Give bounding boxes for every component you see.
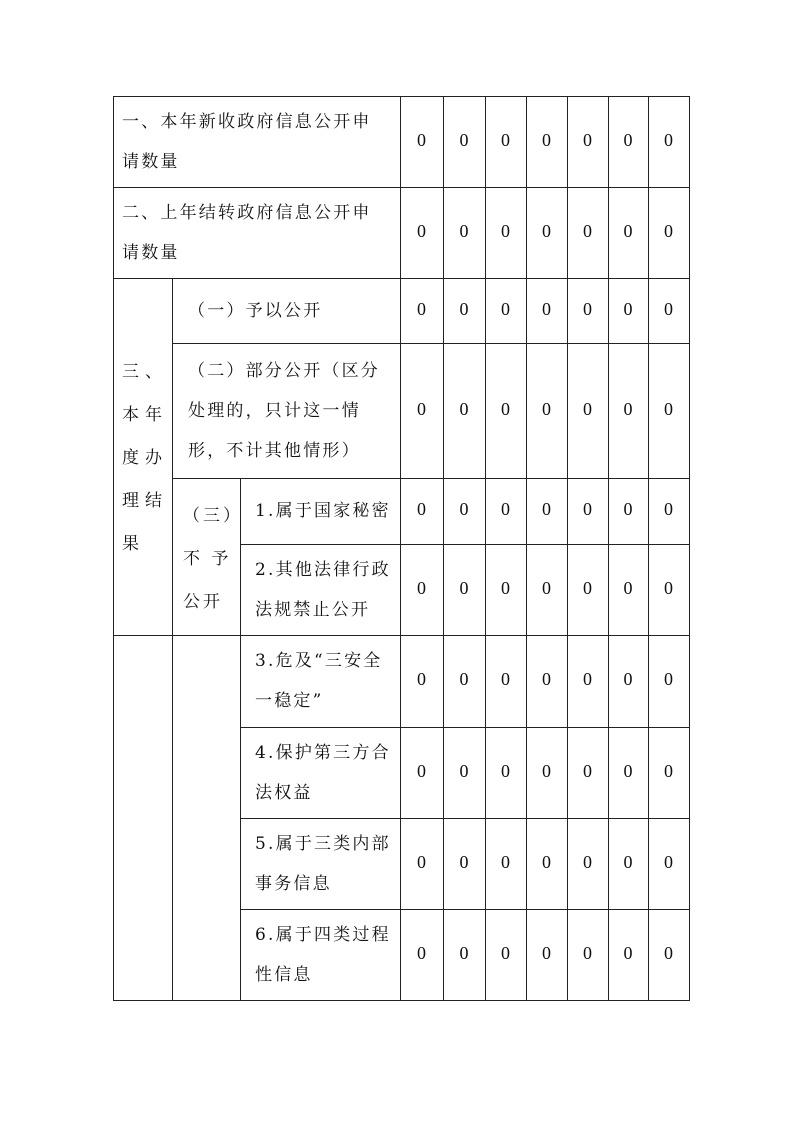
row-label: 法规禁止公开 (255, 599, 371, 620)
table-cell-value: 0 (623, 577, 633, 598)
table-cell-value: 0 (542, 398, 551, 419)
row-label: 二、上年结转政府信息公开申 (122, 202, 372, 223)
rule-row (113, 278, 690, 279)
table-cell-value: 0 (542, 669, 551, 689)
table-cell-value: 0 (664, 851, 673, 872)
subgroup-label-line: 不 予 (183, 549, 232, 569)
row-label: 法权益 (255, 782, 313, 803)
table-cell-value: 0 (417, 499, 426, 519)
row-label: 一稳定” (255, 691, 324, 711)
table-cell-value: 0 (583, 577, 592, 598)
table-cell-value: 0 (459, 220, 469, 241)
table-cell-value: 0 (583, 398, 592, 419)
table-cell-value: 0 (542, 499, 551, 519)
table-cell-value: 0 (542, 760, 551, 781)
row-label: 性信息 (255, 964, 313, 985)
rule-row (172, 478, 690, 479)
row-label: 一、本年新收政府信息公开申 (122, 111, 372, 132)
table-cell-value: 0 (542, 577, 551, 598)
table-cell-value: 0 (417, 942, 426, 963)
row-label: 1.属于国家秘密 (255, 501, 391, 521)
table-cell-value: 0 (417, 298, 426, 319)
rule-right (689, 96, 690, 1001)
table-cell-value: 0 (417, 760, 426, 781)
row-label: 事务信息 (255, 873, 332, 894)
row-label: 5.属于三类内部 (255, 833, 391, 854)
row-label: 形，不计其他情形） (188, 440, 361, 461)
table-cell-value: 0 (501, 129, 510, 150)
table-cell-value: 0 (501, 220, 510, 241)
table-cell-value: 0 (459, 398, 469, 419)
table-cell-value: 0 (664, 577, 673, 598)
table-cell-value: 0 (417, 129, 426, 150)
table-cell-value: 0 (501, 298, 510, 319)
rule-col (172, 278, 173, 1001)
table-cell-value: 0 (623, 942, 633, 963)
rule-bottom (113, 1000, 690, 1001)
row-label: 3.危及“三安全 (255, 651, 383, 671)
rule-row (240, 818, 690, 819)
rule-col (240, 478, 241, 1001)
table-cell-value: 0 (664, 398, 673, 419)
group-label-line: 本年 (122, 405, 168, 425)
table-cell-value: 0 (542, 942, 551, 963)
subgroup-label-line: （三） (183, 506, 243, 526)
rule-row (240, 727, 690, 728)
row-label: 请数量 (122, 151, 180, 172)
table-cell-value: 0 (664, 669, 673, 689)
table-cell-value: 0 (542, 298, 551, 319)
table-cell-value: 0 (623, 220, 633, 241)
rule-left (113, 96, 114, 1001)
table-cell-value: 0 (501, 577, 510, 598)
table-cell-value: 0 (459, 669, 469, 689)
group-label-line: 三、 (122, 362, 168, 382)
table-cell-value: 0 (664, 298, 673, 319)
table-cell-value: 0 (501, 942, 510, 963)
table-cell-value: 0 (664, 760, 673, 781)
table-cell-value: 0 (501, 669, 510, 689)
table-cell-value: 0 (501, 851, 510, 872)
table-cell-value: 0 (542, 129, 551, 150)
table-cell-value: 0 (623, 760, 633, 781)
table-cell-value: 0 (542, 851, 551, 872)
row-label: （一）予以公开 (188, 300, 323, 321)
rule-row (113, 187, 690, 188)
table-cell-value: 0 (501, 398, 510, 419)
rule-row (113, 635, 690, 636)
table-cell-value: 0 (623, 129, 633, 150)
table-cell-value: 0 (417, 398, 426, 419)
table-cell-value: 0 (459, 851, 469, 872)
table-cell-value: 0 (583, 129, 592, 150)
table-cell-value: 0 (664, 220, 673, 241)
table-cell-value: 0 (623, 499, 633, 519)
group-label-line: 果 (122, 534, 145, 554)
table-cell-value: 0 (501, 499, 510, 519)
rule-top (113, 96, 690, 97)
table-cell-value: 0 (623, 851, 633, 872)
table-cell-value: 0 (459, 760, 469, 781)
row-label: 2.其他法律行政 (255, 559, 391, 580)
table-cell-value: 0 (583, 760, 592, 781)
table-cell-value: 0 (459, 577, 469, 598)
row-label: 请数量 (122, 242, 180, 263)
table-cell-value: 0 (417, 669, 426, 689)
table-cell-value: 0 (583, 942, 592, 963)
table-cell-value: 0 (583, 499, 592, 519)
table-cell-value: 0 (417, 851, 426, 872)
table-cell-value: 0 (583, 669, 592, 689)
row-label: 6.属于四类过程 (255, 924, 391, 945)
row-label: （二）部分公开（区分 (188, 360, 380, 381)
table-cell-value: 0 (501, 760, 510, 781)
row-label: 处理的，只计这一情 (188, 400, 361, 421)
table-cell-value: 0 (623, 298, 633, 319)
row-label: 4.保护第三方合 (255, 742, 391, 763)
table-cell-value: 0 (417, 577, 426, 598)
group-label-line: 理结 (122, 491, 168, 511)
table-cell-value: 0 (623, 669, 633, 689)
table-cell-value: 0 (623, 398, 633, 419)
table-cell-value: 0 (664, 499, 673, 519)
table-cell-value: 0 (459, 499, 469, 519)
table-cell-value: 0 (664, 942, 673, 963)
rule-row (172, 343, 690, 344)
table-cell-value: 0 (583, 220, 592, 241)
subgroup-label-line: 公开 (183, 592, 223, 612)
table-cell-value: 0 (459, 942, 469, 963)
table-cell-value: 0 (459, 129, 469, 150)
table-cell-value: 0 (459, 298, 469, 319)
group-label-line: 度办 (122, 448, 168, 468)
table-cell-value: 0 (417, 220, 426, 241)
table-cell-value: 0 (664, 129, 673, 150)
table-cell-value: 0 (583, 851, 592, 872)
rule-row (240, 909, 690, 910)
rule-row (240, 544, 690, 545)
table-cell-value: 0 (542, 220, 551, 241)
table-cell-value: 0 (583, 298, 592, 319)
